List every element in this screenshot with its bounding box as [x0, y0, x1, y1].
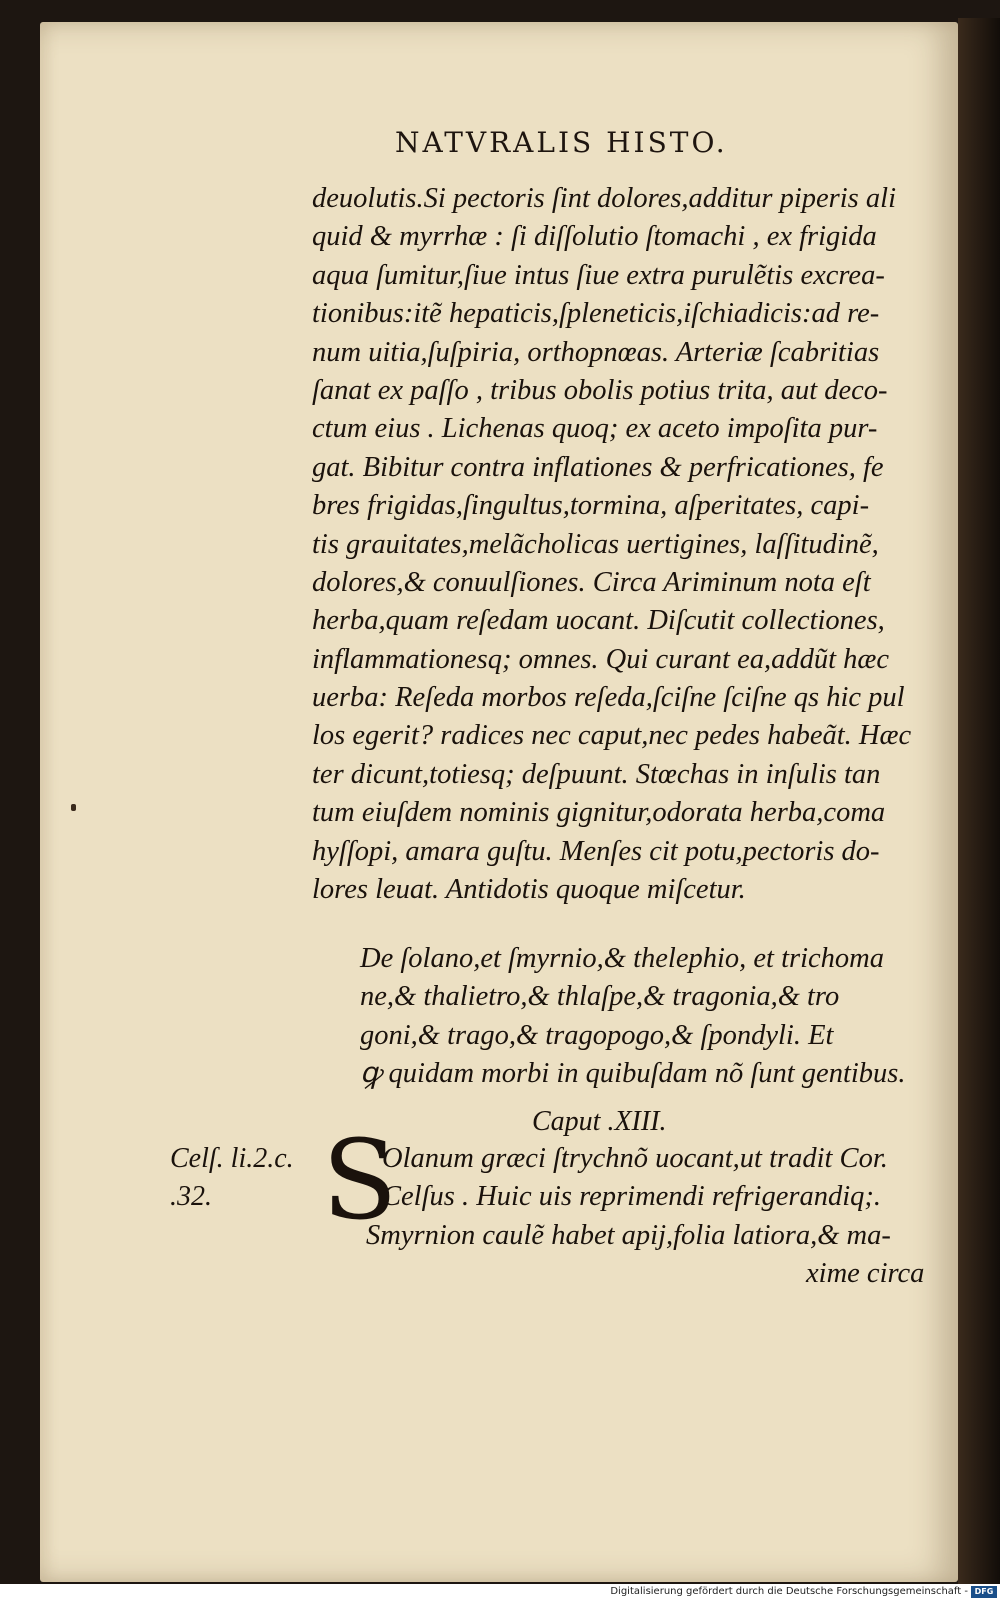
text-line: uerba: Reſeda morbos reſeda,ſciſne ſciſne qs hic pul: [312, 682, 905, 714]
text-line: gat. Bibitur contra inflationes & perfricationes, fe: [312, 451, 884, 483]
text-line: bres frigidas,ſingultus,tormina, aſperitates, capi-: [312, 490, 870, 522]
margin-note-line: Celſ. li.2.c.: [170, 1143, 294, 1174]
chapter-heading: [360, 940, 920, 1094]
text-line: ctum eius . Lichenas quoq; ex aceto impoſita pur-: [312, 413, 878, 445]
text-line: ſanat ex paſſo , tribus obolis potius trita, aut deco-: [312, 374, 888, 406]
chapter-label: Caput .XIII.: [532, 1106, 667, 1137]
heading-line: ne,& thalietro,& thlaſpe,& tragonia,& tro: [360, 981, 840, 1013]
text-line: Olanum græci ſtrychnõ uocant,ut tradit Cor.: [382, 1143, 888, 1174]
text-line: num uitia,ſuſpiria, orthopnœas. Arteriæ ſcabritias: [312, 336, 880, 368]
text-line: herba,quam reſedam uocant. Diſcutit collectiones,: [312, 605, 885, 637]
heading-line: De ſolano,et ſmyrnio,& thelephio, et trichoma: [360, 943, 884, 974]
heading-line: goni,& trago,& tragopogo,& ſpondyli. Et: [360, 1019, 834, 1051]
text-line: ter dicunt,totiesq; deſpuunt. Stœchas in inſulis tan: [312, 758, 881, 790]
running-head: NATVRALIS HISTO.: [395, 126, 728, 159]
chapter-text: [366, 1140, 942, 1294]
text-line: tionibus:itẽ hepaticis,ſpleneticis,iſchiadicis:ad re-: [312, 298, 880, 330]
text-line: quid & myrrhæ : ſi diſſolutio ſtomachi , ex frigida: [312, 221, 877, 253]
text-line: Celſus . Huic uis reprimendi refrigerandiq;.: [382, 1181, 881, 1213]
text-line: hyſſopi, amara guſtu. Menſes cit potu,pectoris do-: [312, 835, 880, 867]
text-line: tum eiuſdem nominis gignitur,odorata herba,coma: [312, 797, 886, 829]
text-line: dolores,& conuulſiones. Circa Ariminum nota eſt: [312, 566, 871, 598]
text-line: inflammationesq; omnes. Qui curant ea,addũt hæc: [312, 643, 890, 675]
text-line: tis grauitates,melãcholicas uertigines, laſſitudinẽ,: [312, 528, 879, 560]
ink-spot: [71, 804, 76, 811]
text-line: lores leuat. Antidotis quoque miſcetur.: [312, 874, 746, 906]
margin-note: [170, 1140, 294, 1216]
text-line: aqua ſumitur,ſiue intus ſiue extra purulẽtis excrea-: [312, 259, 885, 291]
footer-credit: Digitalisierung gefördert durch die Deutsche Forschungsgemeinschaft -: [610, 1586, 968, 1597]
heading-line: ꝙ quidam morbi in quibuſdam nõ ſunt gentibus.: [360, 1058, 906, 1090]
drop-cap: S: [322, 1116, 398, 1244]
dfg-logo-icon: DFG: [971, 1586, 997, 1598]
digitization-footer: [0, 1584, 1000, 1600]
text-line: Smyrnion caulẽ habet apij,folia latiora,& ma-: [366, 1219, 891, 1251]
book-edge: [958, 18, 1000, 1584]
main-text: [312, 180, 922, 909]
catchword: xime circa: [806, 1258, 925, 1290]
text-line: los egerit? radices nec caput,nec pedes habeãt. Hæc: [312, 720, 912, 752]
margin-note-line: .32.: [170, 1181, 212, 1212]
text-line: deuolutis.Si pectoris ſint dolores,additur piperis ali: [312, 183, 896, 214]
